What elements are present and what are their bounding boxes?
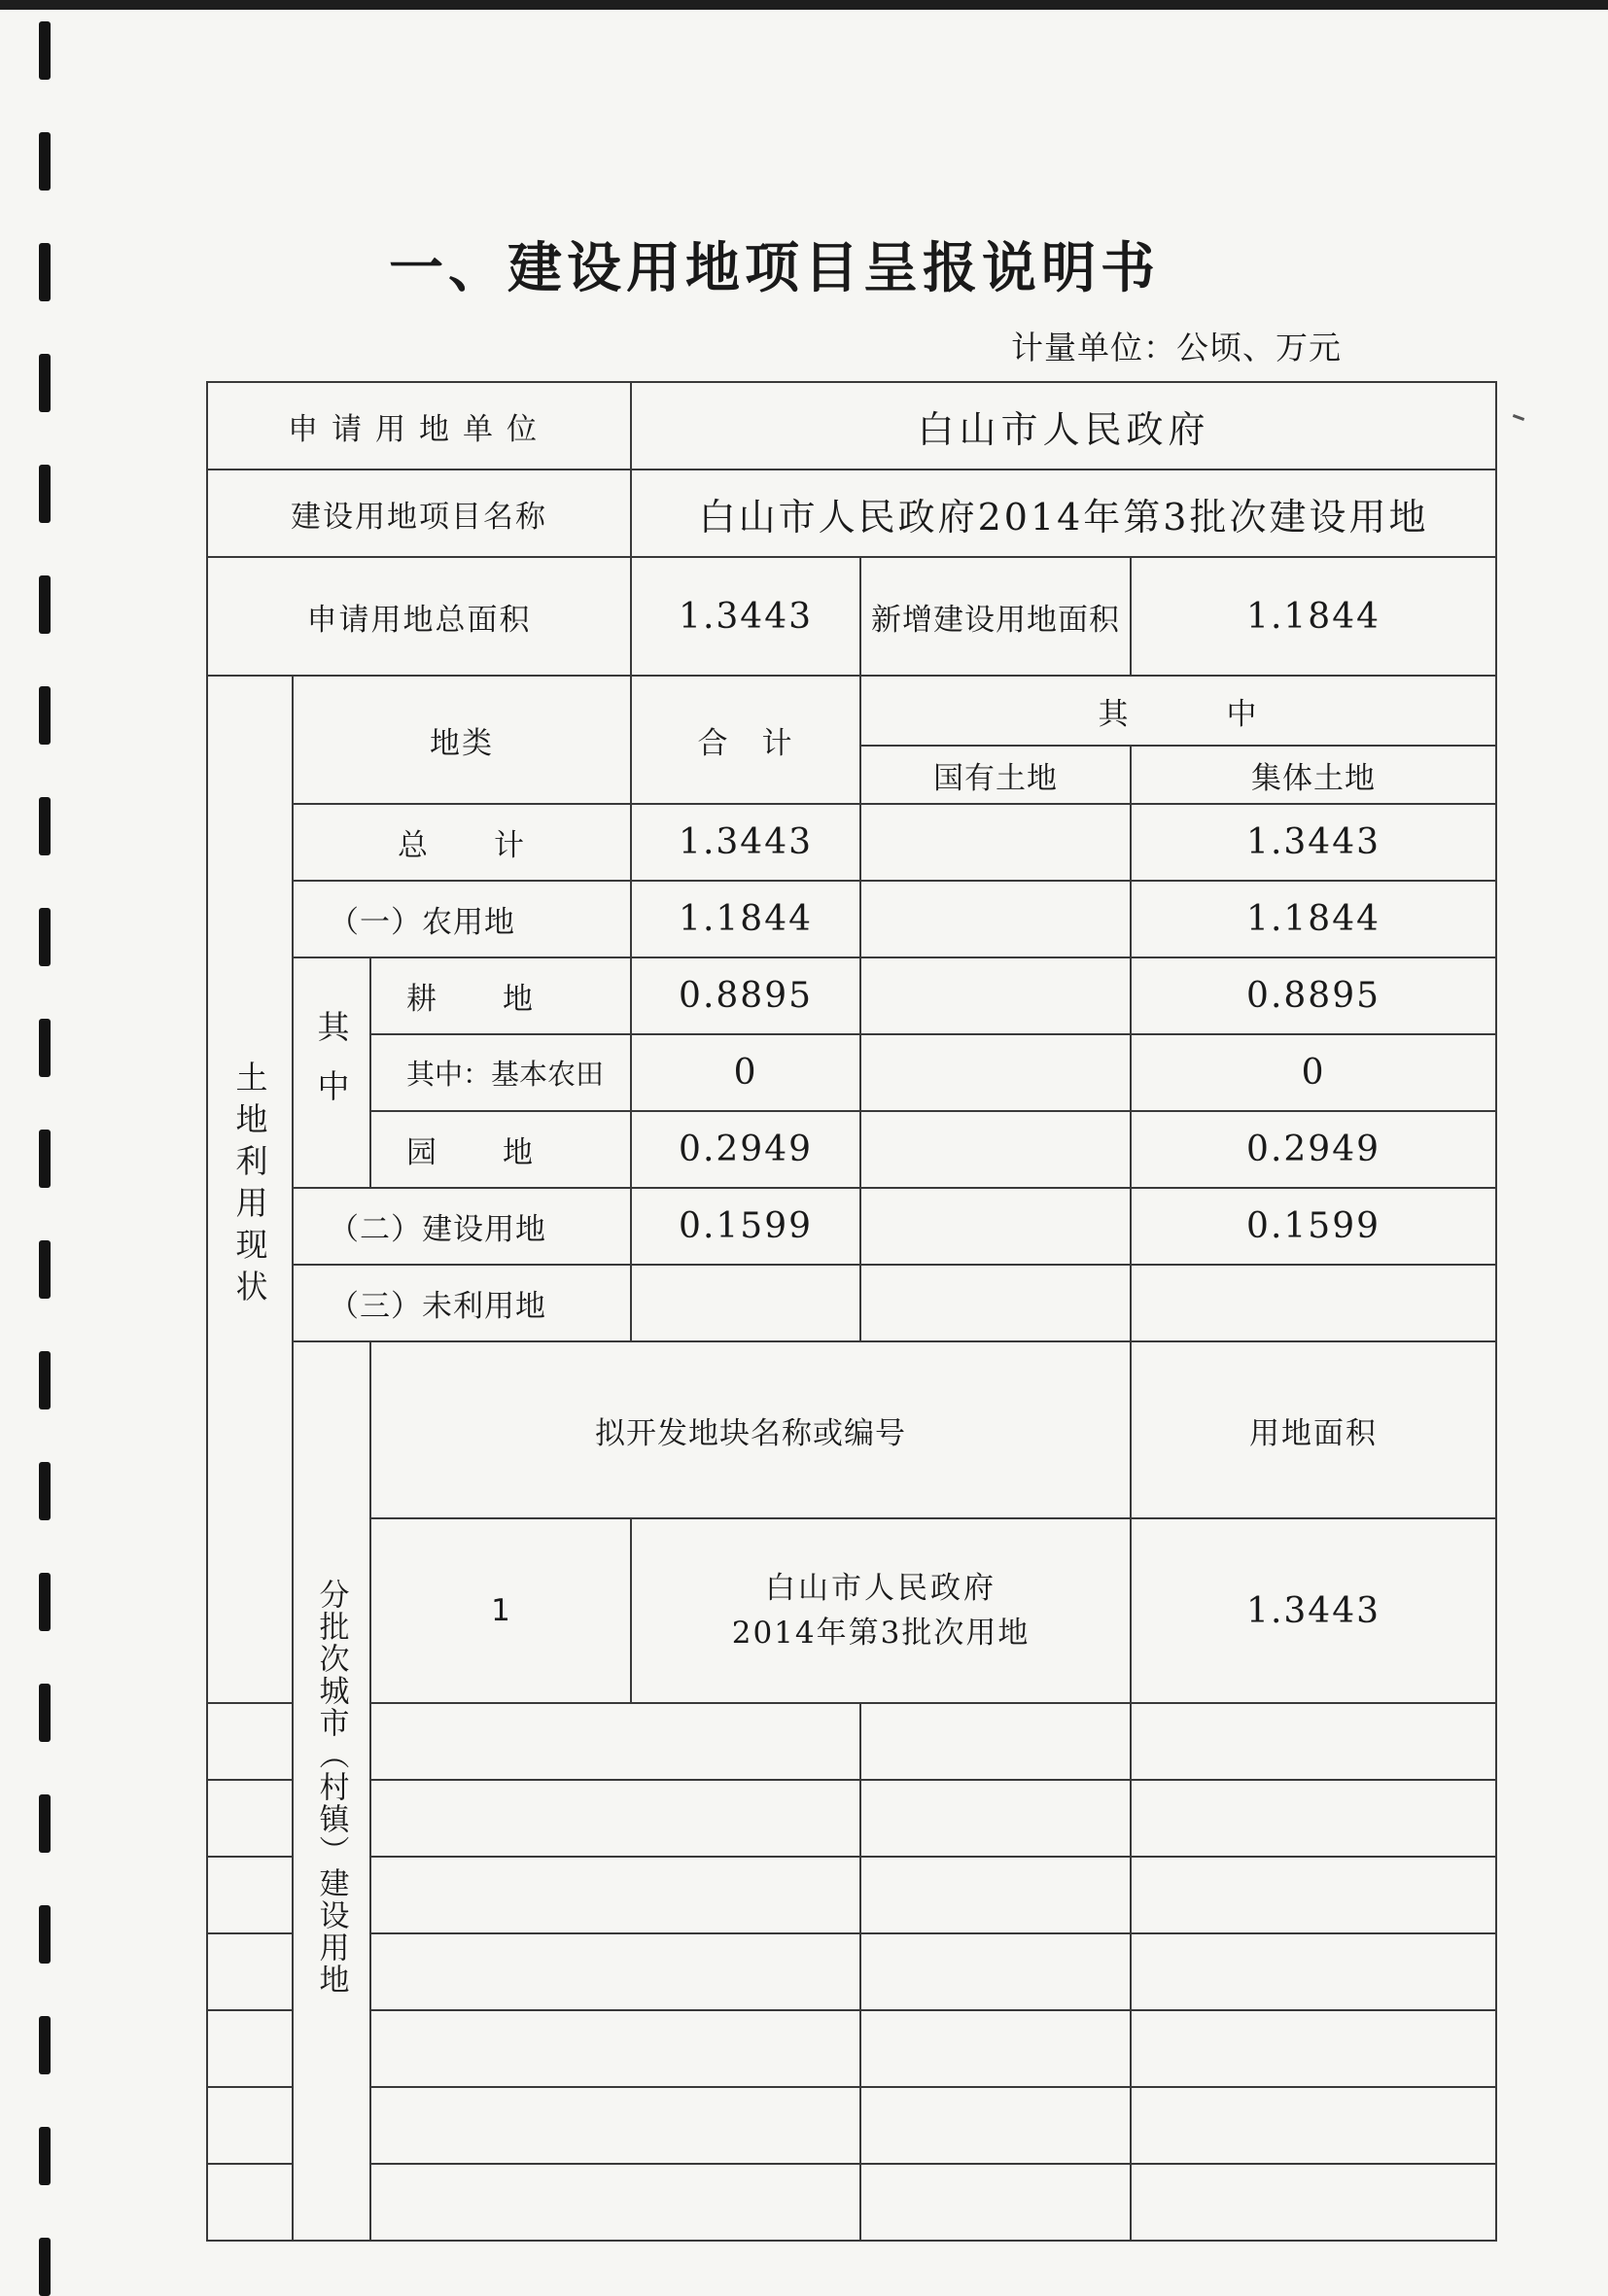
- binding-hole: [39, 243, 51, 301]
- land-row-state: [860, 1265, 1131, 1341]
- project-label: 建设用地项目名称: [207, 470, 631, 557]
- batch-name-line-2: 2014年第3批次用地: [731, 1616, 1031, 1651]
- land-row-sum: 0.1599: [631, 1188, 860, 1265]
- land-type-header: 地类: [293, 676, 631, 804]
- land-row-unused: [207, 1265, 1496, 1341]
- land-row-basic-farmland: [207, 1034, 1496, 1111]
- state-owned-header: 国有土地: [860, 746, 1131, 804]
- binding-hole: [39, 1240, 51, 1299]
- batch-empty-row: [207, 1703, 1496, 1780]
- binding-hole: [39, 2238, 51, 2296]
- land-row-garden: [207, 1111, 1496, 1188]
- new-area-value: 1.1844: [1131, 557, 1496, 676]
- land-row-state: [860, 1034, 1131, 1111]
- batch-empty-row: [207, 1780, 1496, 1857]
- land-row-collective: 0.2949: [1131, 1111, 1496, 1188]
- land-row-cultivated: [207, 957, 1496, 1034]
- sub-section-label: 其中: [293, 957, 370, 1188]
- binding-hole: [39, 465, 51, 523]
- batch-empty-row: [207, 2010, 1496, 2087]
- binding-hole: [39, 797, 51, 855]
- binding-hole: [39, 1684, 51, 1742]
- batch-row-name: [631, 1518, 1131, 1703]
- applicant-row: [207, 382, 1496, 470]
- binding-hole: [39, 1573, 51, 1631]
- batch-empty-row: [207, 2164, 1496, 2241]
- document-title: 一、建设用地项目呈报说明书: [389, 237, 1160, 300]
- batch-area-header: 用地面积: [1131, 1341, 1496, 1518]
- land-row-agricultural: [207, 881, 1496, 957]
- land-row-label: 总 计: [293, 804, 631, 881]
- batch-empty-row: [207, 2087, 1496, 2164]
- land-row-label: 耕 地: [370, 957, 631, 1034]
- binding-hole: [39, 21, 51, 80]
- land-row-collective: 0.8895: [1131, 957, 1496, 1034]
- batch-name-header: 拟开发地块名称或编号: [370, 1341, 1131, 1518]
- batch-row-area: 1.3443: [1131, 1518, 1496, 1703]
- land-row-collective: 0.1599: [1131, 1188, 1496, 1265]
- stray-mark: [1513, 414, 1524, 421]
- land-status-section-label: 土地利用现状: [207, 676, 293, 1703]
- land-row-sum: 0: [631, 1034, 860, 1111]
- total-area-value: 1.3443: [631, 557, 860, 676]
- land-row-label: （二）建设用地: [293, 1188, 631, 1265]
- land-row-collective: [1131, 1265, 1496, 1341]
- binding-hole: [39, 686, 51, 745]
- applicant-value: 白山市人民政府: [631, 382, 1496, 470]
- land-row-collective: 1.1844: [1131, 881, 1496, 957]
- sum-header: 合 计: [631, 676, 860, 804]
- land-row-state: [860, 1111, 1131, 1188]
- land-header-row-1: [207, 676, 1496, 746]
- land-row-label: 其中：基本农田: [370, 1034, 631, 1111]
- binding-hole: [39, 908, 51, 966]
- batch-empty-row: [207, 1857, 1496, 1933]
- land-row-construction: [207, 1188, 1496, 1265]
- binding-hole: [39, 1462, 51, 1520]
- binding-hole: [39, 575, 51, 634]
- binding-hole: [39, 1130, 51, 1188]
- land-row-sum: 0.2949: [631, 1111, 860, 1188]
- binding-hole: [39, 2016, 51, 2074]
- unit-note: 计量单位：公顷、万元: [1011, 329, 1342, 366]
- land-row-state: [860, 957, 1131, 1034]
- land-row-collective: 0: [1131, 1034, 1496, 1111]
- batch-section-label: 分批次城市（村镇）建设用地: [293, 1341, 370, 2241]
- binding-holes: [33, 0, 62, 2273]
- binding-hole: [39, 1019, 51, 1077]
- binding-hole: [39, 132, 51, 191]
- batch-header-row: [207, 1341, 1496, 1518]
- land-row-label: （一）农用地: [293, 881, 631, 957]
- batch-name-line-1: 白山市人民政府: [765, 1571, 997, 1606]
- binding-hole: [39, 1794, 51, 1853]
- applicant-label: 申请用地单位: [207, 382, 631, 470]
- land-row-sum: 0.8895: [631, 957, 860, 1034]
- project-row: [207, 470, 1496, 557]
- land-row-state: [860, 1188, 1131, 1265]
- binding-hole: [39, 1351, 51, 1409]
- land-row-collective: 1.3443: [1131, 804, 1496, 881]
- page-top-edge: [0, 0, 1608, 10]
- batch-row: [207, 1518, 1496, 1703]
- application-form-table: [206, 381, 1497, 2242]
- land-row-label: （三）未利用地: [293, 1265, 631, 1341]
- land-row-state: [860, 804, 1131, 881]
- land-row-sum: 1.3443: [631, 804, 860, 881]
- of-which-header: 其 中: [860, 676, 1496, 746]
- new-area-label: 新增建设用地面积: [860, 557, 1131, 676]
- batch-row-number: 1: [370, 1518, 631, 1703]
- land-row-label: 园 地: [370, 1111, 631, 1188]
- land-row-total: [207, 804, 1496, 881]
- land-row-sum: [631, 1265, 860, 1341]
- collective-header: 集体土地: [1131, 746, 1496, 804]
- batch-empty-row: [207, 1933, 1496, 2010]
- land-row-state: [860, 881, 1131, 957]
- total-area-label: 申请用地总面积: [207, 557, 631, 676]
- binding-hole: [39, 1905, 51, 1964]
- binding-hole: [39, 354, 51, 412]
- area-row: [207, 557, 1496, 676]
- project-value: 白山市人民政府2014年第3批次建设用地: [631, 470, 1496, 557]
- binding-hole: [39, 2127, 51, 2185]
- land-row-sum: 1.1844: [631, 881, 860, 957]
